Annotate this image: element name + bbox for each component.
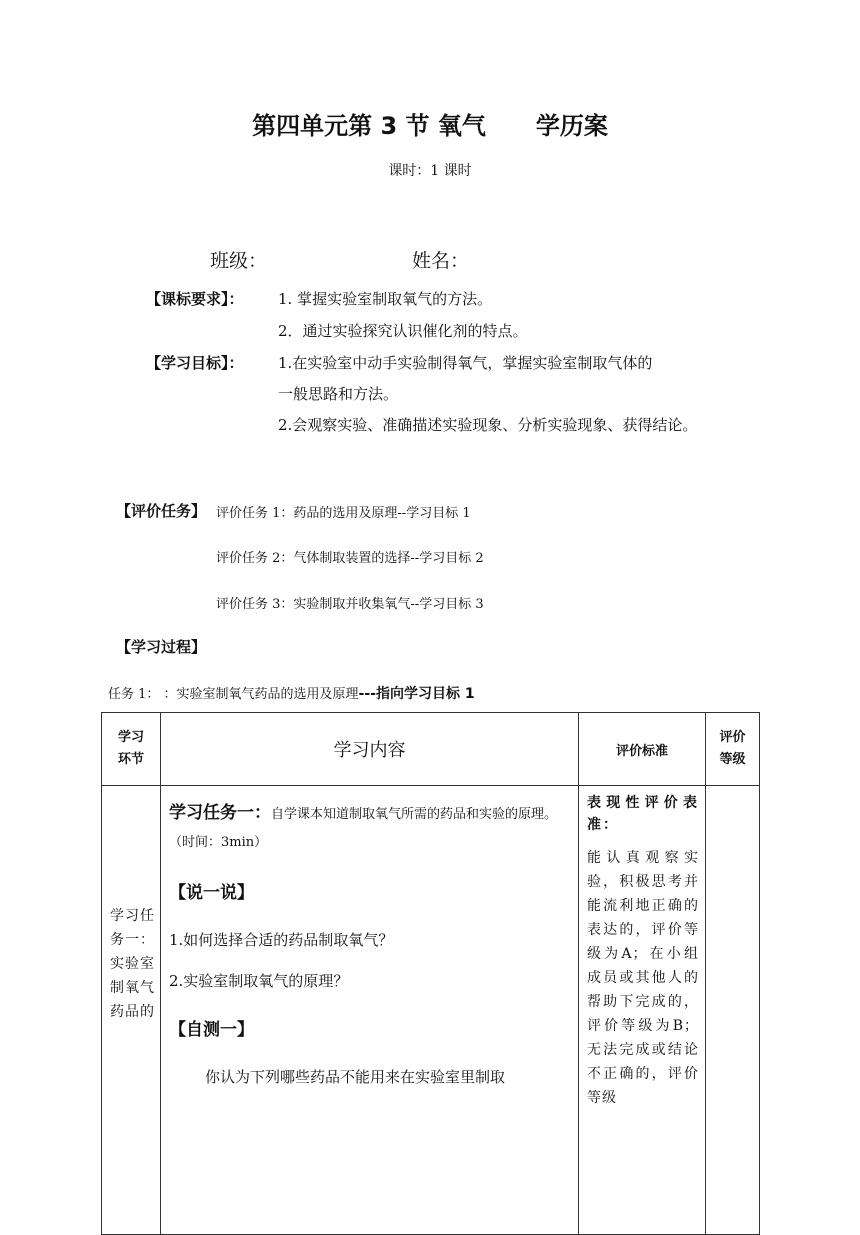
evaluation-item-1: 评价任务 1：药品的选用及原理--学习目标 1 — [216, 506, 471, 521]
task-1-line-prefix: 任务 1： ：实验室制氧气药品的选用及原理 — [108, 687, 359, 702]
test-label: 【自测一】 — [169, 1020, 254, 1040]
table-row — [102, 786, 760, 1235]
title-suffix: 学历案 — [535, 112, 608, 140]
grade-cell — [706, 786, 760, 1235]
header-content: 学习内容 — [161, 713, 579, 786]
test-text: 你认为下列哪些药品不能用来在实验室里制取 — [205, 1068, 506, 1086]
curriculum-label: 【课标要求】： — [146, 290, 244, 308]
header-grade: 评价 等级 — [706, 713, 760, 786]
task-1-line — [108, 683, 475, 703]
criteria-text: 能认真观察实验，积极思考并能流利地正确的表达的，评价等级为A；在小组成员或其他人的帮助下完成的，评价等级为B；无法完成或结论不正确的，评价等级 — [587, 850, 699, 1106]
header-criteria: 评价标准 — [579, 713, 706, 786]
process-label: 【学习过程】 — [116, 638, 207, 656]
task-desc: 自学课本知道制取氧气所需的药品和实验的原理。（时间：3min） — [169, 807, 558, 850]
name-field-label: 姓名： — [412, 250, 470, 272]
question-2: 2.实验室制取氧气的原理？ — [169, 972, 349, 990]
objectives-label: 【学习目标】： — [146, 354, 244, 372]
title-main: 第四单元第 3 节 氧气 — [252, 112, 486, 140]
task-intro — [169, 800, 572, 856]
class-field-label: 班级： — [210, 250, 268, 272]
table-header-row — [102, 713, 760, 786]
content-cell — [161, 786, 579, 1235]
task-title: 学习任务一： — [169, 803, 271, 823]
header-stage: 学习 环节 — [102, 713, 161, 786]
curriculum-item-1: 1. 掌握实验室制取氧气的方法。 — [278, 290, 493, 308]
curriculum-item-2: 2．通过实验探究认识催化剂的特点。 — [278, 322, 528, 340]
objective-1-line-1: 1.在实验室中动手实验制得氧气，掌握实验室制取气体的 — [278, 354, 653, 372]
class-hours: 课时：1 课时 — [388, 163, 472, 179]
stage-cell: 学习任务一：实验室制氧气药品的 — [102, 786, 161, 1235]
say-label: 【说一说】 — [169, 883, 254, 903]
question-1: 1.如何选择合适的药品制取氧气？ — [169, 931, 394, 949]
evaluation-item-3: 评价任务 3：实验制取并收集氧气--学习目标 3 — [216, 597, 484, 612]
criteria-head: 表现性评价表准： — [587, 795, 699, 833]
task-1-line-suffix: ---指向学习目标 1 — [358, 686, 475, 702]
evaluation-label: 【评价任务】 — [116, 502, 207, 520]
evaluation-item-2: 评价任务 2：气体制取装置的选择--学习目标 2 — [216, 551, 484, 566]
criteria-cell — [579, 786, 706, 1235]
learning-table — [101, 712, 760, 1235]
objective-1-line-2: 一般思路和方法。 — [278, 385, 399, 403]
objective-2: 2.会观察实验、准确描述实验现象、分析实验现象、获得结论。 — [278, 416, 698, 434]
page-title — [0, 106, 860, 141]
